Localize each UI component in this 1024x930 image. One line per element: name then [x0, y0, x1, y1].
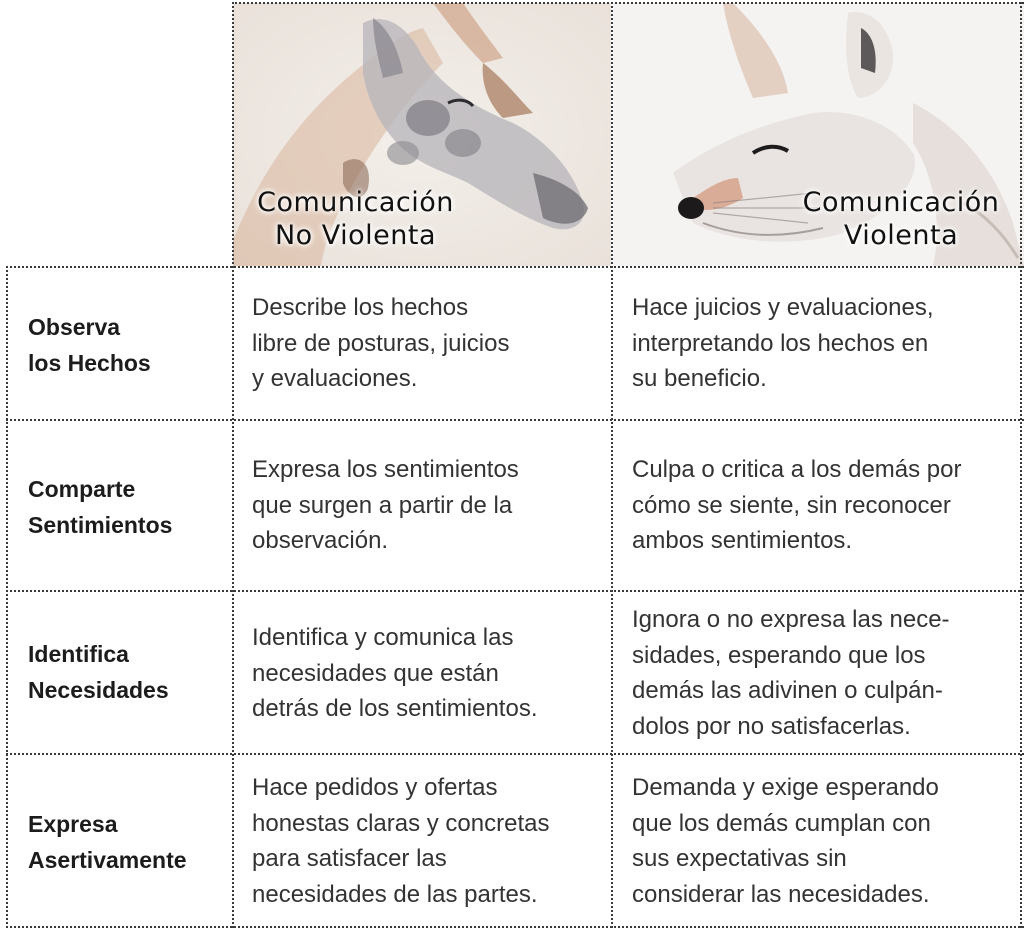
grid-line-col-2: [611, 2, 613, 928]
cell-violent-observa: [632, 290, 934, 397]
row-label-line: Sentimientos: [28, 512, 173, 538]
cell-line: honestas claras y concretas: [252, 809, 550, 837]
cell-line: que surgen a partir de la: [252, 491, 513, 519]
cell-line: Describe los hechos: [252, 294, 469, 321]
cell-line: Hace pedidos y ofertas: [252, 774, 498, 801]
giraffe-illustration: [233, 3, 611, 266]
cell-line: Identifica y comunica las: [252, 624, 514, 651]
cell-line: y evaluaciones.: [252, 365, 418, 392]
grid-line-col-1: [232, 2, 234, 928]
cell-line: sidades, esperando que los: [632, 641, 926, 669]
grid-line-header-bottom: [6, 266, 1024, 268]
cell-line: interpretando los hechos en: [632, 329, 929, 357]
cell-line: detrás de los sentimientos.: [252, 695, 538, 722]
grid-line-bottom: [6, 926, 1024, 928]
cell-line: para satisfacer las: [252, 845, 447, 872]
row-label-line: Comparte: [28, 476, 136, 502]
cell-nonviolent-comparte: [252, 452, 519, 559]
cell-violent-identifica: [632, 602, 950, 744]
cell-nonviolent-observa: [252, 290, 509, 397]
row-label-expresa: [28, 806, 187, 878]
cell-line: Culpa o critica a los demás por: [632, 456, 962, 483]
cell-line: sus expectativas sin: [632, 845, 847, 872]
cell-line: necesidades de las partes.: [252, 880, 538, 908]
violent-header-line-2: Violenta: [843, 220, 959, 251]
cell-line: Expresa los sentimientos: [252, 456, 519, 483]
nonviolent-header-line-2: No Violenta: [274, 220, 437, 251]
grid-line-right: [1020, 2, 1022, 928]
row-label-line: Asertivamente: [28, 847, 187, 873]
cell-line: su beneficio.: [632, 365, 767, 392]
cell-line: cómo se siente, sin reconocer: [632, 491, 951, 519]
grid-line-row-1: [6, 419, 1024, 421]
cell-line: Hace juicios y evaluaciones,: [632, 294, 934, 321]
row-label-line: Necesidades: [28, 677, 169, 703]
row-label-comparte: [28, 471, 172, 543]
cell-violent-expresa: [632, 770, 939, 912]
row-label-observa: [28, 309, 151, 381]
grid-line-row-3: [6, 753, 1024, 755]
row-label-line: los Hechos: [28, 350, 151, 376]
grid-line-row-2: [6, 590, 1024, 592]
violent-header-line-1: Comunicación: [802, 187, 1000, 218]
cell-line: dolos por no satisfacerlas.: [632, 712, 911, 740]
cell-line: que los demás cumplan con: [632, 809, 931, 837]
cell-violent-comparte: [632, 452, 961, 559]
cell-line: demás las adivinen o culpán-: [632, 677, 943, 704]
row-label-identifica: [28, 636, 169, 708]
cell-nonviolent-identifica: [252, 620, 537, 727]
cell-line: observación.: [252, 527, 389, 554]
row-label-line: Identifica: [28, 641, 129, 667]
row-label-line: Expresa: [28, 811, 118, 837]
fox-illustration: [613, 3, 1024, 266]
cell-line: considerar las necesidades.: [632, 880, 930, 908]
grid-line-top: [232, 2, 1024, 4]
violent-header: [781, 186, 1021, 252]
cell-nonviolent-expresa: [252, 770, 549, 912]
nonviolent-header-line-1: Comunicación: [257, 187, 454, 218]
row-label-line: Observa: [28, 314, 121, 340]
cell-line: necesidades que están: [252, 659, 499, 687]
cell-line: libre de posturas, juicios: [252, 329, 510, 357]
cell-line: ambos sentimientos.: [632, 527, 853, 554]
cell-line: Demanda y exige esperando: [632, 774, 939, 801]
grid-line-left: [6, 266, 8, 928]
cell-line: Ignora o no expresa las nece-: [632, 606, 950, 633]
nonviolent-header: [233, 186, 478, 252]
